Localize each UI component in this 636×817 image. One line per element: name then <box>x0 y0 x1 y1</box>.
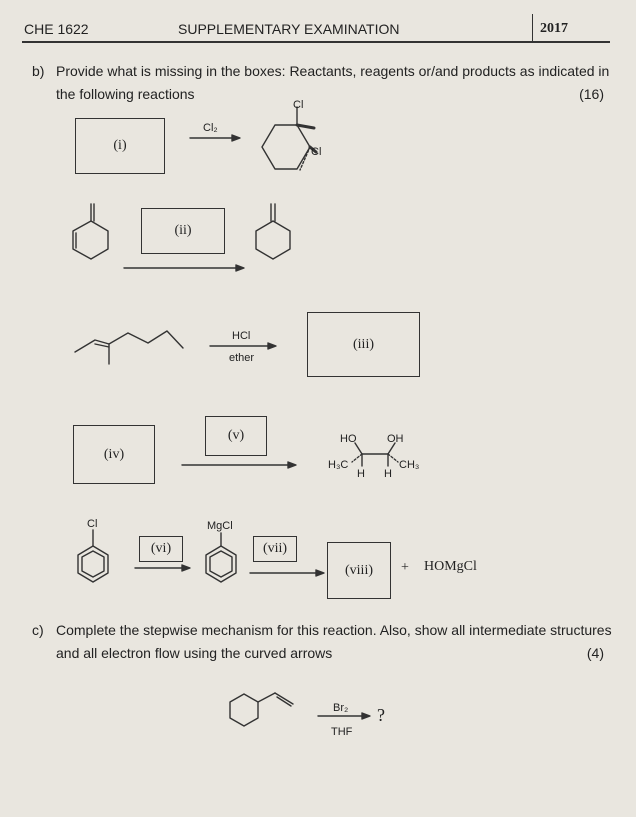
header-divider <box>532 14 533 42</box>
product-iv-h-left: H <box>357 468 365 480</box>
answer-box-iv[interactable] <box>73 425 155 484</box>
answer-box-viii[interactable] <box>327 542 391 599</box>
answer-box-vii[interactable] <box>253 536 297 562</box>
question-b-label: b) <box>32 63 45 79</box>
question-c-marks: (4) <box>586 645 604 661</box>
box-label-vi: (vi) <box>150 541 172 556</box>
question-b-text: Provide what is missing in the boxes: Reactants, reagents or/and products as indicated in the following reactions <box>56 63 610 102</box>
reaction-vi-arrow <box>135 565 190 571</box>
reaction-i-product-ring <box>262 107 316 170</box>
reaction-iii-arrow <box>210 343 276 349</box>
question-c-text: Complete the stepwise mechanism for this reaction. Also, show all intermediate structures and all electron flow using the curved arrows <box>56 622 612 661</box>
product-iv-oh: OH <box>387 433 404 445</box>
reaction-vi-intermediate <box>206 533 236 582</box>
exam-year: 2017 <box>540 21 568 36</box>
course-code: CHE 1622 <box>24 21 89 37</box>
reaction-ii-arrow <box>124 265 244 271</box>
reagent-i: Cl₂ <box>203 122 218 134</box>
reaction-iv-arrow <box>182 462 296 468</box>
reagent-iii-bottom: ether <box>229 352 255 364</box>
question-c-label: c) <box>32 622 44 638</box>
answer-box-iii[interactable] <box>307 312 420 377</box>
part-c-reagent-top: Br₂ <box>333 702 349 714</box>
product-iv-h-right: H <box>384 468 392 480</box>
exam-title: SUPPLEMENTARY EXAMINATION <box>178 21 400 37</box>
box-label-iv: (iv) <box>103 446 125 462</box>
answer-box-ii[interactable] <box>141 208 225 254</box>
reagent-iii-top: HCl <box>232 330 251 342</box>
box-label-iii: (iii) <box>353 336 374 352</box>
product-iv-ch3: CH₃ <box>399 459 420 471</box>
reaction-iii-reactant <box>75 331 183 364</box>
part-c-reagent-bottom: THF <box>331 726 353 738</box>
box-label-v: (v) <box>227 428 245 443</box>
question-b-marks: (16) <box>579 86 604 102</box>
answer-box-i[interactable] <box>75 118 165 174</box>
reaction-vi-reactant <box>78 530 108 582</box>
reaction-i-arrow <box>190 135 240 141</box>
byproduct-homgcl: HOMgCl <box>424 559 477 574</box>
box-label-ii: (ii) <box>174 223 192 238</box>
box-label-vii: (vii) <box>262 541 288 556</box>
header-rule <box>22 41 610 43</box>
reaction-vii-arrow <box>250 570 324 576</box>
product-iv-h3c: H₃C <box>328 459 349 471</box>
page-header <box>0 0 636 50</box>
box-label-viii: (viii) <box>345 562 373 578</box>
answer-box-vi[interactable] <box>139 536 183 562</box>
intermediate-mgcl: MgCl <box>207 520 233 532</box>
part-c-product-unknown: ? <box>377 705 385 725</box>
reaction-iv-product <box>352 443 398 466</box>
product-iv-ho: HO <box>340 433 357 445</box>
part-c-reactant <box>230 693 293 726</box>
product-i-label-2: Cl <box>311 146 322 158</box>
plus-sign: + <box>401 560 409 575</box>
box-label-i: (i) <box>113 138 127 153</box>
answer-box-v[interactable] <box>205 416 267 456</box>
substituent-cl: Cl <box>87 518 98 530</box>
reaction-ii-reactant <box>73 204 108 259</box>
product-i-label-1: Cl <box>293 99 304 111</box>
reaction-ii-product <box>256 204 290 259</box>
